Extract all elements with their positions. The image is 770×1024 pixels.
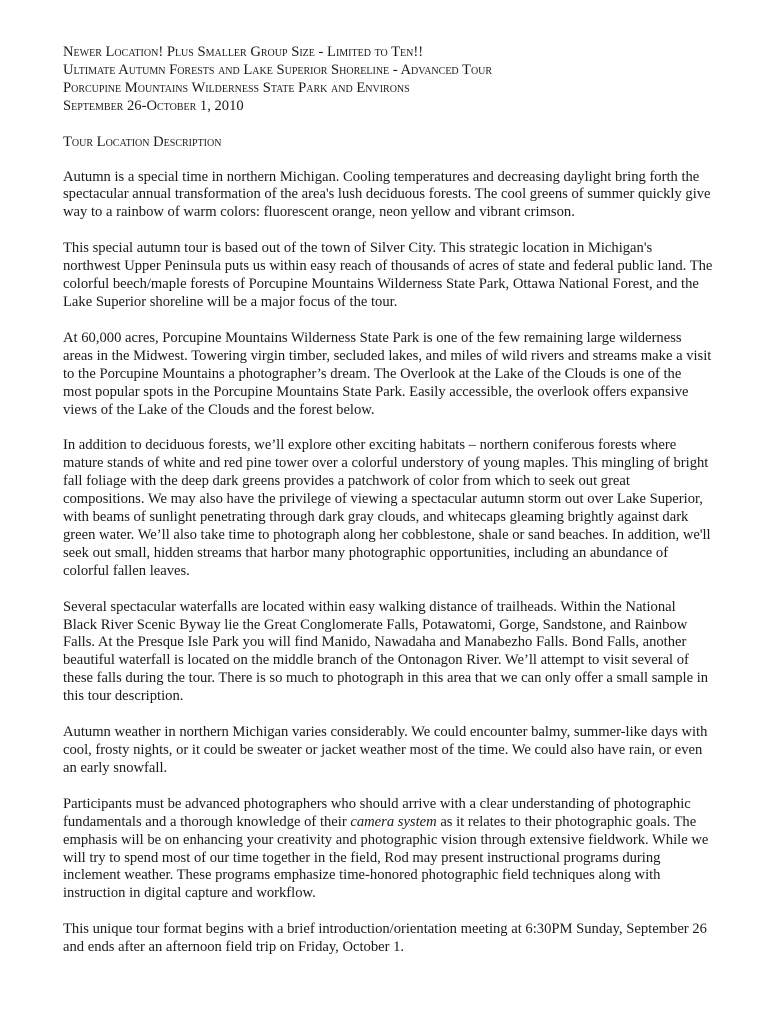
camera-system-emphasis: camera system: [350, 813, 437, 830]
header-line-announcement: Newer Location! Plus Smaller Group Size - Limited to Ten!!: [63, 44, 424, 60]
paragraph-autumn-intro: Autumn is a special time in northern Michigan. Cooling temperatures and decreasing daylight bring forth the spectacular annual transformation of the area's lush deciduous forests. The cool greens of summer quickly give way to a rainbow of warm colors: fluorescent orange, neon yellow and vibrant crimson.: [63, 168, 711, 221]
paragraph-weather: Autumn weather in northern Michigan varies considerably. We could encounter balmy, summer-like days with cool, frosty nights, or it could be sweater or jacket weather most of the time. We could also have rain, or even an early snowfall.: [63, 724, 708, 776]
paragraph-silver-city: This special autumn tour is based out of the town of Silver City. This strategic location in Michigan's northwest Upper Peninsula puts us within easy reach of thousands of acres of state and federal public land. The colorful beech/maple forests of Porcupine Mountains Wilderness State Park, Ottawa National Forest, and the Lake Superior shoreline will be a major focus of the tour.: [63, 240, 713, 310]
header-line-tour-title: Ultimate Autumn Forests and Lake Superior Shoreline - Advanced Tour: [63, 61, 493, 78]
paragraph-habitats: In addition to deciduous forests, we’ll explore other exciting habitats – northern coniferous forests where mature stands of white and red pine tower over a colorful understory of young maples. This mingling of bright fall foliage with the deep dark greens provides a patchwork of color from which to seek out great compositions. We may also have the privilege of viewing a spectacular autumn storm out over Lake Superior, with beams of sunlight penetrating through dark gray clouds, and whitecaps gleaming brightly against dark green water. We’ll also take time to photograph along her cobblestone, shale or sand beaches. In addition, we'll seek out small, hidden streams that harbor many photographic opportunities, including an abundance of colorful fallen leaves.: [63, 437, 711, 579]
paragraph-porcupine-mountains: At 60,000 acres, Porcupine Mountains Wilderness State Park is one of the few remaining large wilderness areas in the Midwest. Towering virgin timber, secluded lakes, and miles of wild rivers and streams make a visit to the Porcupine Mountains a photographer’s dream. The Overlook at the Lake of the Clouds is one of the most popular spots in the Porcupine Mountains State Park. Easily accessible, the overlook offers expansive views of the Lake of the Clouds and the forest below.: [63, 329, 712, 418]
tour-header: [63, 44, 713, 116]
section-title: Tour Location Description: [63, 133, 222, 150]
paragraph-waterfalls: Several spectacular waterfalls are located within easy walking distance of trailheads. Within the National Black River Scenic Byway lie the Great Conglomerate Falls, Potawatomi, Gorge, Sandstone, and Rainbow Falls. At the Presque Isle Park you will find Manido, Nawadaha and Manabezho Falls. Bond Falls, another beautiful waterfall is located on the middle branch of the Ontonagon River. We’ll attempt to visit several of these falls during the tour. There is so much to photograph in this area that we can only offer a small sample in this tour description.: [63, 598, 709, 705]
header-line-dates: September 26-October 1, 2010: [63, 97, 244, 114]
paragraph-schedule: This unique tour format begins with a brief introduction/orientation meeting at 6:30PM Sunday, September 26 and ends after an afternoon field trip on Friday, October 1.: [63, 921, 707, 956]
document-page: [63, 44, 713, 957]
participants-text-end: as it relates to their photographic goals. The emphasis will be on enhancing your creativity and photographic vision through extensive fieldwork. While we will try to spend most of our time together in the field, Rod may present instructional programs during inclement weather. These programs emphasize time-honored photographic field techniques along with instruction in digital capture and workflow.: [63, 813, 709, 902]
participants-text-start: Participants must be advanced photographers who should arrive with a clear understanding of photographic fundamentals and a thorough knowledge of their: [63, 795, 691, 830]
paragraph-participants: [63, 796, 713, 903]
header-line-location: Porcupine Mountains Wilderness State Park and Environs: [63, 79, 410, 96]
